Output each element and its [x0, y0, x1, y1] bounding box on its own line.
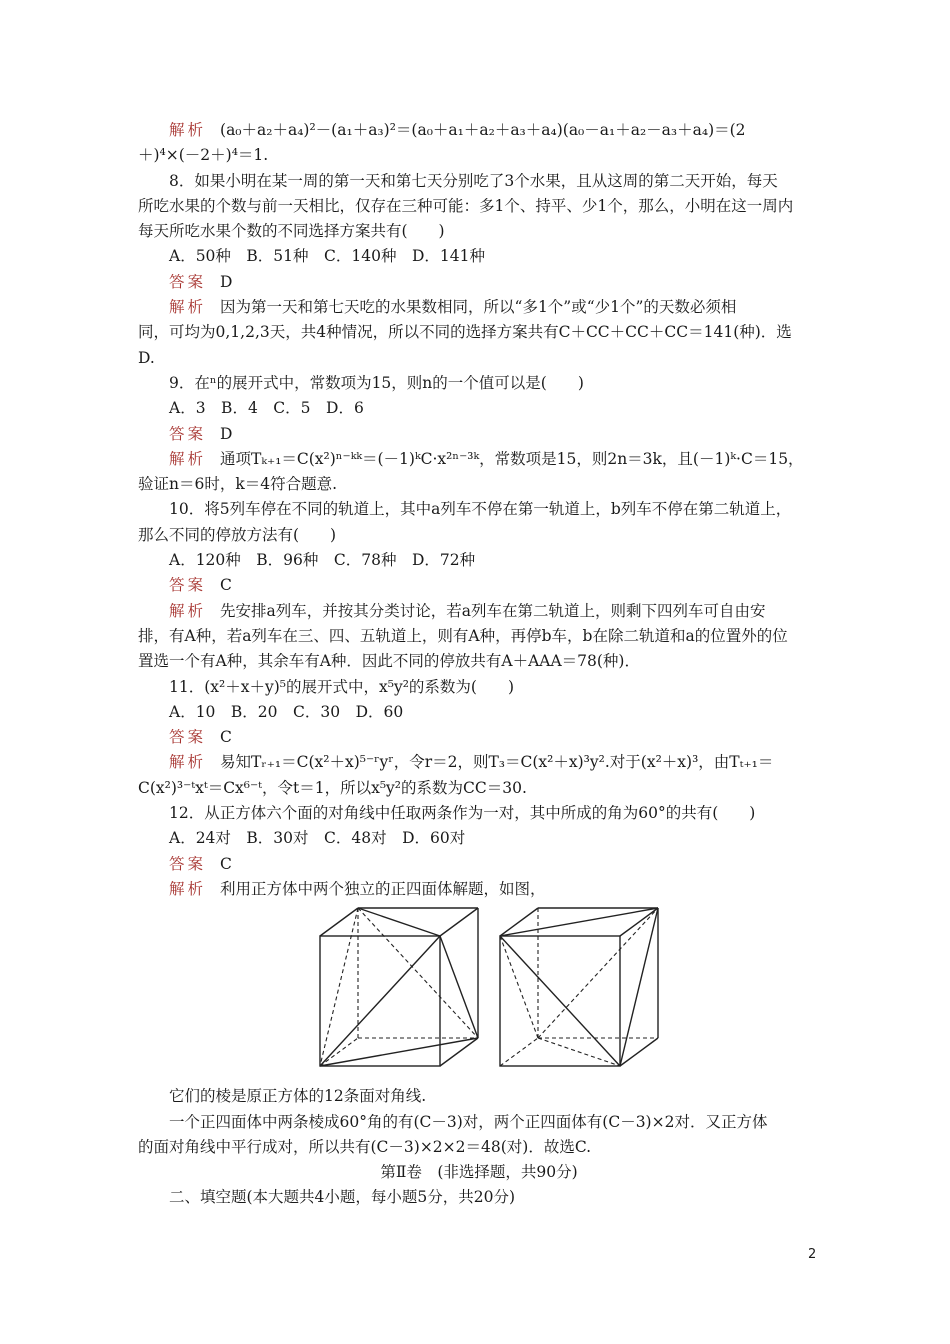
line-text: D — [220, 424, 233, 443]
text-line — [138, 826, 820, 851]
text-line — [138, 649, 820, 674]
line-text: 因为第一天和第七天吃的水果数相同，所以“多1个”或“少1个”的天数必须相 — [220, 298, 737, 317]
text-line — [138, 422, 820, 447]
line-text: 的面对角线中平行成对，所以共有(C－3)×2×2＝48(对)．故选C. — [138, 1137, 592, 1156]
text-line — [138, 750, 820, 775]
line-text: 9．在ⁿ的展开式中，常数项为15，则n的一个值可以是( ) — [169, 373, 584, 392]
text-line — [138, 877, 820, 902]
line-text: A．24对 B．30对 C．48对 D．60对 — [169, 829, 466, 848]
text-line — [138, 497, 820, 522]
text-line — [138, 320, 820, 345]
answer-label: 答案 — [169, 854, 207, 873]
text-line — [138, 472, 820, 497]
line-text: 置选一个有A种，其余车有A种．因此不同的停放共有A＋AAA＝78(种)． — [138, 652, 640, 671]
line-text: C(x²)³⁻ᵗxᵗ＝Cx⁶⁻ᵗ，令t＝1，所以x⁵y²的系数为CC＝30. — [138, 778, 527, 797]
text-block-after-figure — [138, 1084, 820, 1160]
answer-label: 答案 — [169, 272, 207, 291]
answer-label: 答案 — [169, 424, 207, 443]
analysis-label: 解析 — [169, 121, 207, 139]
text-line — [138, 1084, 820, 1109]
line-text: D. — [138, 348, 155, 367]
text-line — [138, 371, 820, 396]
cube-figure — [138, 906, 820, 1076]
analysis-label: 解析 — [169, 879, 207, 898]
line-text: 验证n＝6时，k＝4符合题意. — [138, 475, 338, 494]
text-line — [138, 1110, 820, 1135]
line-text: 先安排a列车，并按其分类讨论，若a列车在第二轨道上，则剩下四列车可自由安 — [220, 601, 766, 620]
line-text: C — [220, 854, 232, 873]
text-line — [138, 194, 820, 219]
line-text: A．3 B．4 C．5 D．6 — [169, 399, 364, 418]
line-text: 每天所吃水果个数的不同选择方案共有( ) — [138, 222, 445, 241]
line-text: D — [220, 272, 233, 291]
text-line — [138, 801, 820, 826]
line-text: 所吃水果的个数与前一天相比，仅存在三种可能：多1个、持平、少1个，那么，小明在这一周内 — [138, 196, 794, 215]
text-line — [138, 447, 820, 472]
line-text: (a₀＋a₂＋a₄)²－(a₁＋a₃)²＝(a₀＋a₁＋a₂＋a₃＋a₄)(a₀－a₁＋a₂－a₃＋a₄)＝(2 — [220, 121, 746, 139]
page-number: 2 — [808, 1247, 817, 1262]
line-text: 同，可均为0,1,2,3天，共4种情况，所以不同的选择方案共有C＋CC＋CC＋CC＝141(种)．选 — [138, 323, 792, 342]
text-line — [138, 599, 820, 624]
line-text: C — [220, 728, 232, 747]
analysis-label: 解析 — [169, 601, 207, 620]
section-heading: 第Ⅱ卷 (非选择题，共90分) — [380, 1163, 578, 1182]
text-line — [138, 219, 820, 244]
line-text: 10．将5列车停在不同的轨道上，其中a列车不停在第一轨道上，b列车不停在第二轨道上， — [169, 500, 792, 519]
text-line — [138, 1135, 820, 1160]
text-line — [138, 169, 820, 194]
text-line — [138, 548, 820, 573]
answer-label: 答案 — [169, 728, 207, 747]
text-line — [138, 725, 820, 750]
line-text: 通项Tₖ₊₁＝C(x²)ⁿ⁻ᵏᵏ＝(－1)ᵏC·x²ⁿ⁻³ᵏ，常数项是15，则2n＝3k，且(－1)ᵏ·C＝15， — [220, 449, 804, 468]
text-line — [138, 852, 820, 877]
text-line — [138, 624, 820, 649]
line-text: A．50种 B．51种 C．140种 D．141种 — [169, 247, 485, 266]
line-text: 12．从正方体六个面的对角线中任取两条作为一对，其中所成的角为60°的共有( ) — [169, 804, 756, 823]
line-text: 利用正方体中两个独立的正四面体解题，如图， — [220, 879, 546, 898]
cube-diagram-right — [498, 906, 680, 1076]
line-text: A．10 B．20 C．30 D．60 — [169, 702, 404, 721]
text-line — [138, 118, 820, 143]
answer-label: 答案 — [169, 576, 207, 595]
line-text: 易知Tᵣ₊₁＝C(x²＋x)⁵⁻ʳyʳ，令r＝2，则T₃＝C(x²＋x)³y².对于(x²＋x)³，由Tₜ₊₁＝ — [220, 753, 774, 772]
line-text: 一个正四面体中两条棱成60°角的有(C－3)对，两个正四面体有(C－3)×2对．又正方体 — [169, 1112, 768, 1131]
text-line — [138, 700, 820, 725]
line-text: 8．如果小明在某一周的第一天和第七天分别吃了3个水果，且从这周的第二天开始，每天 — [169, 171, 778, 190]
analysis-label: 解析 — [169, 753, 207, 772]
analysis-label: 解析 — [169, 298, 207, 317]
text-line — [138, 143, 820, 168]
text-line — [138, 776, 820, 801]
text-line — [138, 396, 820, 421]
line-text: 它们的棱是原正方体的12条面对角线. — [169, 1087, 427, 1106]
document-body — [138, 118, 820, 1211]
text-line — [138, 244, 820, 269]
line-text: 11．(x²＋x＋y)⁵的展开式中，x⁵y²的系数为( ) — [169, 677, 515, 696]
line-text: ＋)⁴×(－2＋)⁴＝1. — [138, 146, 269, 165]
text-line — [138, 573, 820, 598]
cube-diagram-left — [318, 906, 500, 1076]
text-line — [138, 270, 820, 295]
line-text: 那么不同的停放方法有( ) — [138, 525, 337, 544]
text-line — [138, 523, 820, 548]
text-line — [138, 346, 820, 371]
text-line — [138, 675, 820, 700]
analysis-label: 解析 — [169, 449, 207, 468]
text-block-before-figure — [138, 118, 820, 902]
subsection-heading: 二、填空题(本大题共4小题，每小题5分，共20分) — [169, 1188, 516, 1207]
line-text: 排，有A种，若a列车在三、四、五轨道上，则有A种，再停b车，b在除二轨道和a的位置外的位 — [138, 626, 788, 645]
line-text: C — [220, 576, 232, 595]
text-line — [138, 295, 820, 320]
line-text: A．120种 B．96种 C．78种 D．72种 — [169, 551, 476, 570]
